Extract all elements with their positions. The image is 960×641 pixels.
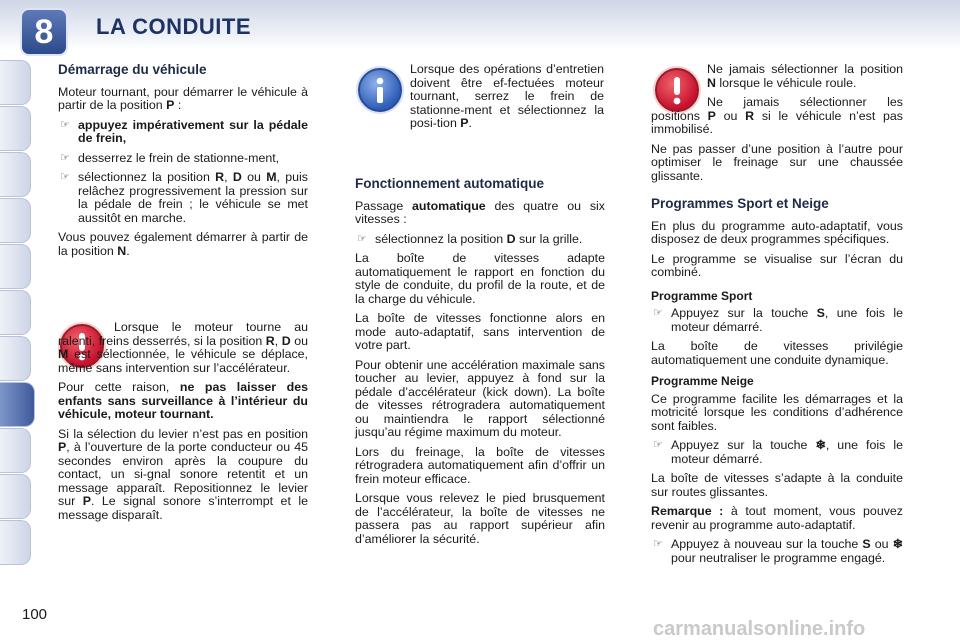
paragraph-neige: Ce programme facilite les démarrages et la motricité lorsque les conditions d’adhérence sont faibles.: [651, 391, 903, 433]
paragraph-programmes: En plus du programme auto-adaptatif, vous disposez de deux programmes spécifiques.: [651, 218, 903, 246]
column-right: [651, 63, 903, 571]
watermark: carmanualsonline.info: [653, 618, 866, 640]
paragraph-sport-dynamique: La boîte de vitesses privilégie automatiquement une conduite dynamique.: [651, 339, 903, 367]
bullet-brake-pedal: ☞ appuyez impérativement sur la pédale de frein,: [60, 117, 308, 145]
warning-text-idle: Lorsque le moteur tourne au ralenti, freins desserrés, si la position R, D ou M est sélectionnée, le véhicule se déplace, même sans intervention sur l’accélérateur.: [58, 320, 308, 375]
warning-text-children: Pour cette raison, ne pas laisser des enfants sans surveillance à l’intérieur du véhicule, moteur tournant.: [58, 380, 308, 421]
bullet-sport: ☞ Appuyez sur la touche S, une fois le moteur démarré.: [653, 306, 903, 334]
section-heading-automatique: Fonctionnement automatique: [355, 176, 544, 191]
chapter-tab-4[interactable]: [0, 198, 31, 243]
chapter-tab-1[interactable]: [0, 60, 31, 105]
chapter-tab-8-active[interactable]: [0, 382, 35, 427]
chapter-tab-9[interactable]: [0, 428, 31, 473]
info-text: Lorsque des opérations d’entretien doivent être ef-fectuées moteur tournant, serrez le frein de stationne-ment et sélectionnez la posi-tion P.: [410, 62, 604, 130]
pointing-hand-icon: ☞: [60, 151, 70, 164]
paragraph-auto-adaptatif: La boîte de vitesses fonctionne alors en mode auto-adaptatif, sans intervention de votre part.: [355, 311, 605, 352]
subheading-sport: Programme Sport: [651, 288, 753, 303]
info-box: [410, 63, 604, 137]
paragraph-routes-glissantes: La boîte de vitesses s’adapte à la conduite sur routes glissantes.: [651, 471, 903, 499]
paragraph-kickdown: Pour obtenir une accélération maximale sans toucher au levier, appuyez à fond sur la pédale d’accélérateur (kick down). La boîte de vitesses rétrogradera automatiquement ou maintiendra le rapport sélectionné jusqu’au régime maximum du moteur.: [355, 357, 605, 439]
warning-box-left: [58, 321, 308, 528]
paragraph-neutral-start: Vous pouvez également démarrer à partir de la position N.: [58, 230, 308, 258]
chapter-tab-10[interactable]: [0, 474, 31, 519]
chapter-title: LA CONDUITE: [96, 14, 252, 39]
pointing-hand-icon: ☞: [653, 538, 663, 550]
bullet-neige: ☞ Appuyez sur la touche ❄, une fois le moteur démarré.: [653, 438, 903, 466]
bullet-select-d: ☞ sélectionnez la position D sur la grille.: [357, 231, 583, 246]
warning-text-park-reverse: Ne jamais sélectionner les positions P ou R si le véhicule n’est pas immobilisé.: [651, 95, 903, 136]
chapter-tab-2[interactable]: [0, 106, 31, 151]
chapter-tab-11[interactable]: [0, 520, 31, 565]
page-number: 100: [22, 606, 48, 623]
paragraph-relevez-pied: Lorsque vous relevez le pied brusquement de l’accélérateur, la boîte de vitesses ne passera pas au rapport supérieur afin d’améliorer la sécurité.: [355, 491, 605, 546]
chapter-number-badge: 8: [20, 8, 68, 56]
section-heading-sport-neige: Programmes Sport et Neige: [651, 196, 829, 211]
paragraph-visualise: Le programme se visualise sur l’écran du combiné.: [651, 251, 903, 279]
paragraph-remarque: Remarque : à tout moment, vous pouvez revenir au programme auto-adaptatif.: [651, 504, 903, 532]
pointing-hand-icon: ☞: [357, 232, 367, 245]
pointing-hand-icon: ☞: [60, 118, 70, 131]
bullet-neutraliser: ☞ Appuyez à nouveau sur la touche S ou ❄ pour neutraliser le programme engagé.: [653, 537, 903, 565]
paragraph-freinage: Lors du freinage, la boîte de vitesses rétrogradera automatiquement afin d’offrir un frein moteur efficace.: [355, 444, 605, 486]
info-icon: [358, 68, 402, 112]
pointing-hand-icon: ☞: [653, 439, 663, 451]
warning-text-neutral: Ne jamais sélectionner la position N lorsque le véhicule roule.: [707, 62, 903, 90]
section-heading-demarrage: Démarrage du véhicule: [58, 62, 207, 77]
pointing-hand-icon: ☞: [653, 307, 663, 319]
snowflake-icon: ❄: [892, 537, 903, 551]
bullet-release-parking-brake: ☞ desserrez le frein de stationne-ment,: [60, 150, 280, 165]
warning-text-selection: Si la sélection du levier n’est pas en position P, à l’ouverture de la porte conducteur ou 45 secondes environ après la coupure du contact, un si-gnal sonore retentit et un message apparaît. Repositionnez le levier sur P. Le signal sonore s’interrompt et le message disparaît.: [58, 426, 309, 522]
chapter-tab-5[interactable]: [0, 244, 31, 289]
subheading-neige: Programme Neige: [651, 374, 754, 388]
snowflake-icon: ❄: [815, 438, 826, 452]
paragraph-passage: Passage automatique des quatre ou six vitesses :: [355, 198, 605, 226]
warning-text-slippery: Ne pas passer d’une position à l’autre pour optimiser le freinage sur une chaussée glissante.: [651, 141, 903, 183]
pointing-hand-icon: ☞: [60, 171, 70, 183]
column-middle: [355, 177, 605, 552]
bullet-select-position: ☞ sélectionnez la position R, D ou M, puis relâchez progressivement la pression sur la pédale de frein ; le véhicule se met aussitôt en marche.: [60, 170, 308, 225]
chapter-tab-3[interactable]: [0, 152, 31, 197]
chapter-tab-6[interactable]: [0, 290, 31, 335]
paragraph-adapte: La boîte de vitesses adapte automatiquement le rapport en fonction du style de conduite, du profil de la route, et de la charge du véhicule.: [355, 251, 605, 306]
paragraph-intro: Moteur tournant, pour démarrer le véhicule à partir de la position P :: [58, 84, 308, 112]
chapter-tab-7[interactable]: [0, 336, 31, 381]
column-left: [58, 63, 308, 264]
